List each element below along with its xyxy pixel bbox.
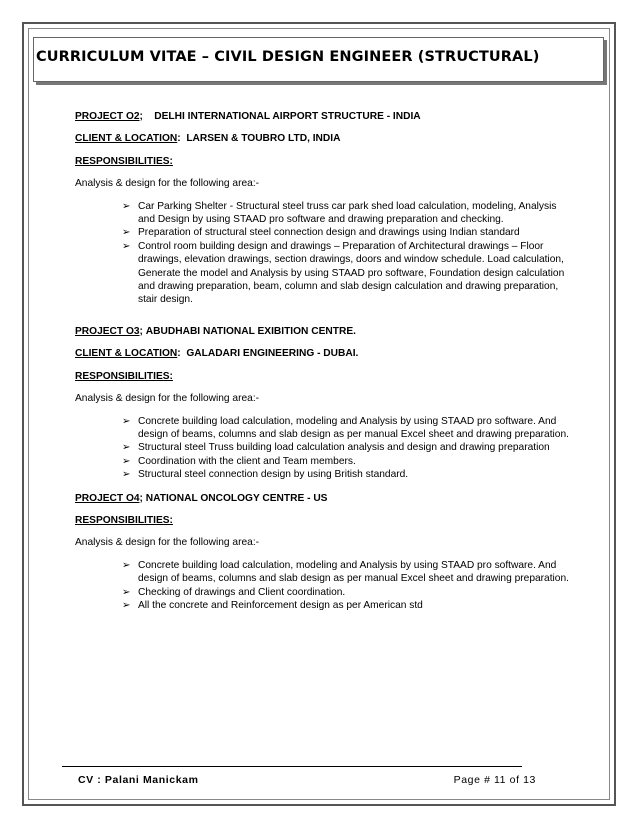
list-item: ➢ Concrete building load calculation, modeling and Analysis by using STAAD pro software. And design of beams, columns and slab design as per manual Excel sheet and drawing preparation. — [122, 559, 590, 586]
list-item: ➢ Car Parking Shelter - Structural steel truss car park shed load calculation, modeling, Analysis and Design by using STAAD pro software and drawing preparation and checking. — [122, 200, 590, 227]
project-04-bullets — [75, 559, 590, 613]
project-04-sep: ; — [139, 492, 143, 504]
header-banner — [33, 37, 604, 82]
client-name: GALADARI ENGINEERING - DUBAI. — [186, 348, 359, 360]
client-sep: : — [177, 348, 181, 360]
project-03-title: ABUDHABI NATIONAL EXIBITION CENTRE. — [145, 325, 356, 337]
list-item: ➢ Concrete building load calculation, modeling and Analysis by using STAAD pro software. And design of beams, columns and slab design as per manual Excel sheet and drawing preparation. — [122, 415, 590, 442]
project-02-bullets — [75, 200, 590, 307]
project-04-title: NATIONAL ONCOLOGY CENTRE - US — [145, 492, 328, 504]
project-02-client — [75, 132, 590, 145]
project-02-label: PROJECT O2 — [75, 111, 140, 122]
project-03-label: PROJECT O3 — [75, 325, 140, 337]
project-03-intro: Analysis & design for the following area:- — [75, 393, 260, 405]
project-04-heading — [75, 492, 590, 505]
client-sep: : — [177, 133, 181, 145]
project-02-title: DELHI INTERNATIONAL AIRPORT STRUCTURE - INDIA — [154, 111, 421, 122]
project-02-intro: Analysis & design for the following area:- — [75, 178, 260, 190]
project-03-sep: ; — [139, 325, 143, 337]
list-item: ➢ Control room building design and drawings – Preparation of Architectural drawings – Floor drawings, elevation drawings, section drawings, doors and window schedule. Load calculation, Generate the model and Analysis by using STAAD pro software, Foundation design calculation and drawing preparation, beam, column and slab design calculation and drawing preparation, stair design. — [122, 240, 590, 307]
list-item: ➢ Structural steel Truss building load calculation analysis and design and drawing preparation — [122, 441, 590, 454]
client-name: LARSEN & TOUBRO LTD, INDIA — [186, 133, 341, 145]
footer-page-number: Page # 11 of 13 — [453, 774, 536, 786]
cv-content — [75, 110, 590, 612]
project-02-heading — [75, 110, 590, 123]
project-04-intro: Analysis & design for the following area:- — [75, 537, 260, 549]
list-item: ➢ Preparation of structural steel connection design and drawings using Indian standard — [122, 226, 590, 239]
project-03-client — [75, 347, 590, 360]
project-03-bullets — [75, 415, 590, 482]
page-title: CURRICULUM VITAE – CIVIL DESIGN ENGINEER (STRUCTURAL) — [36, 49, 540, 65]
project-02-responsibilities-heading: RESPONSIBILITIES: — [75, 155, 173, 167]
list-item: ➢ Coordination with the client and Team members. — [122, 455, 590, 468]
project-04-label: PROJECT O4 — [75, 492, 140, 504]
footer-divider — [62, 766, 522, 767]
project-03-heading — [75, 325, 590, 338]
list-item: ➢ All the concrete and Reinforcement design as per American std — [122, 599, 590, 612]
project-03-responsibilities-heading: RESPONSIBILITIES: — [75, 370, 173, 382]
list-item: ➢ Checking of drawings and Client coordination. — [122, 586, 590, 599]
footer-author: CV : Palani Manickam — [78, 774, 199, 786]
list-item: ➢ Structural steel connection design by using British standard. — [122, 468, 590, 481]
project-02-sep: ; — [139, 111, 143, 122]
project-04-responsibilities-heading: RESPONSIBILITIES: — [75, 514, 173, 526]
client-label: CLIENT & LOCATION — [75, 133, 178, 145]
client-label: CLIENT & LOCATION — [75, 348, 178, 360]
